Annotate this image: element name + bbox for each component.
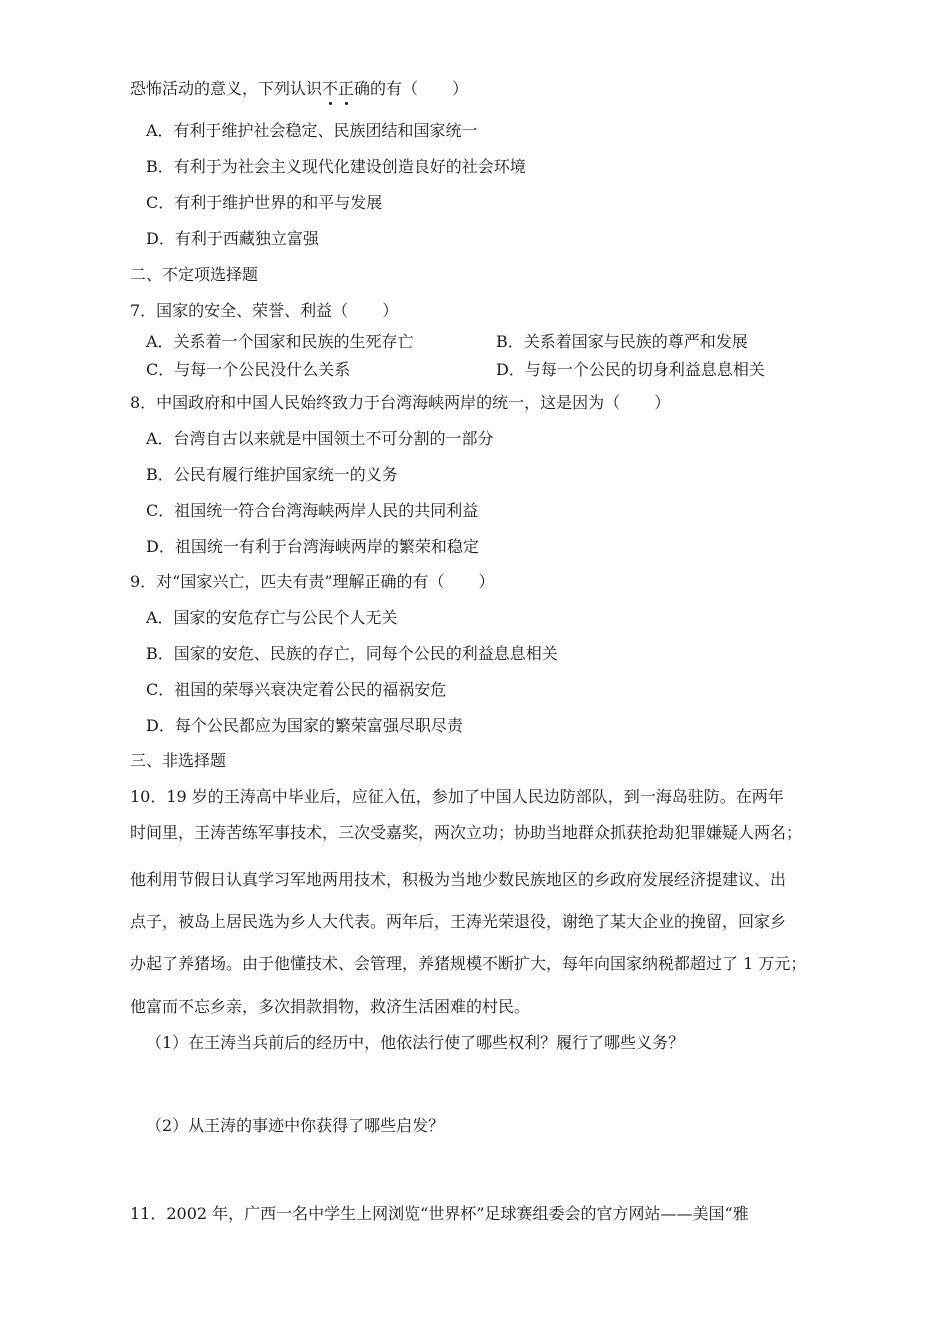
- q10-subquestion-2: （2）从王涛的事迹中你获得了哪些启发？: [146, 1116, 445, 1135]
- q10-paragraph-line: 点子，被岛上居民选为乡人大代表。两年后，王涛光荣退役，谢绝了某大企业的挽留，回家乡: [130, 912, 787, 931]
- q11-paragraph-line: 11．2002 年，广西一名中学生上网浏览“世界杯”足球赛组委会的官方网站——美国“雅: [130, 1204, 749, 1223]
- section-heading-2: 二、不定项选择题: [130, 265, 259, 284]
- q7-option-b: B．关系着国家与民族的尊严和发展: [496, 332, 748, 351]
- q6-stem-tail: 确的有（: [354, 79, 419, 98]
- q7-option-c: C．与每一个公民没什么关系: [146, 360, 351, 379]
- q9-stem: [130, 571, 495, 593]
- q6-stem: [130, 78, 468, 100]
- q6-option-b: B．有利于为社会主义现代化建设创造良好的社会环境: [146, 157, 526, 176]
- q8-stem-text: 8．中国政府和中国人民始终致力于台湾海峡两岸的统一，这是因为（: [130, 393, 621, 412]
- q7-stem: [130, 300, 398, 322]
- q10-paragraph-line: 办起了养猪场。由于他懂技术、会管理，养猪规模不断扩大，每年向国家纳税都超过了 1 万元；: [130, 954, 807, 973]
- q7-stem-text: 7．国家的安全、荣誉、利益（: [130, 301, 349, 320]
- q10-paragraph-line: 他富而不忘乡亲，多次捐款捐物，救济生活困难的村民。: [130, 997, 531, 1016]
- q7-option-a: A．关系着一个国家和民族的生死存亡: [146, 332, 414, 351]
- q9-option-b: B．国家的安危、民族的存亡，同每个公民的利益息息相关: [146, 644, 558, 663]
- q9-option-c: C．祖国的荣辱兴衰决定着公民的福祸安危: [146, 680, 447, 699]
- q8-option-b: B．公民有履行维护国家统一的义务: [146, 465, 398, 484]
- section-heading-3: 三、非选择题: [130, 751, 227, 770]
- q8-stem: [130, 392, 670, 414]
- q6-option-c: C．有利于维护世界的和平与发展: [146, 193, 383, 212]
- q6-option-d: D．有利于西藏独立富强: [146, 229, 319, 248]
- q10-paragraph-line: 10．19 岁的王涛高中毕业后，应征入伍，参加了中国人民边防部队，到一海岛驻防。在两年: [130, 787, 784, 806]
- q9-option-a: A．国家的安危存亡与公民个人无关: [146, 608, 398, 627]
- q9-stem-text: 9．对“国家兴亡，匹夫有责”理解正确的有（: [130, 572, 445, 591]
- q6-stem-text: 恐怖活动的意义，下列认识: [130, 79, 323, 98]
- q8-option-a: A．台湾自古以来就是中国领土不可分割的一部分: [146, 429, 494, 448]
- q8-stem-close: ）: [654, 393, 671, 412]
- q10-subquestion-1: （1）在王涛当兵前后的经历中，他依法行使了哪些权利？履行了哪些义务？: [146, 1033, 685, 1052]
- q7-stem-close: ）: [382, 301, 399, 320]
- q6-option-a: A．有利于维护社会稳定、民族团结和国家统一: [146, 121, 478, 140]
- q6-stem-close: ）: [452, 79, 469, 98]
- q7-option-d: D．与每一个公民的切身利益息息相关: [496, 360, 765, 379]
- q8-option-d: D．祖国统一有利于台湾海峡两岸的繁荣和稳定: [146, 537, 479, 556]
- q8-option-c: C．祖国统一符合台湾海峡两岸人民的共同利益: [146, 501, 479, 520]
- q9-stem-close: ）: [478, 572, 495, 591]
- q10-paragraph-line: 他利用节假日认真学习军地两用技术，积极为当地少数民族地区的乡政府发展经济提建议、出: [130, 870, 787, 889]
- q10-paragraph-line: 时间里，王涛苦练军事技术，三次受嘉奖，两次立功；协助当地群众抓获抢劫犯罪嫌疑人两名；: [130, 823, 803, 842]
- q6-emphasis-char-2: 正: [338, 79, 355, 98]
- q9-option-d: D．每个公民都应为国家的繁荣富强尽职尽责: [146, 716, 463, 735]
- q6-emphasis-char-1: 不: [322, 79, 339, 98]
